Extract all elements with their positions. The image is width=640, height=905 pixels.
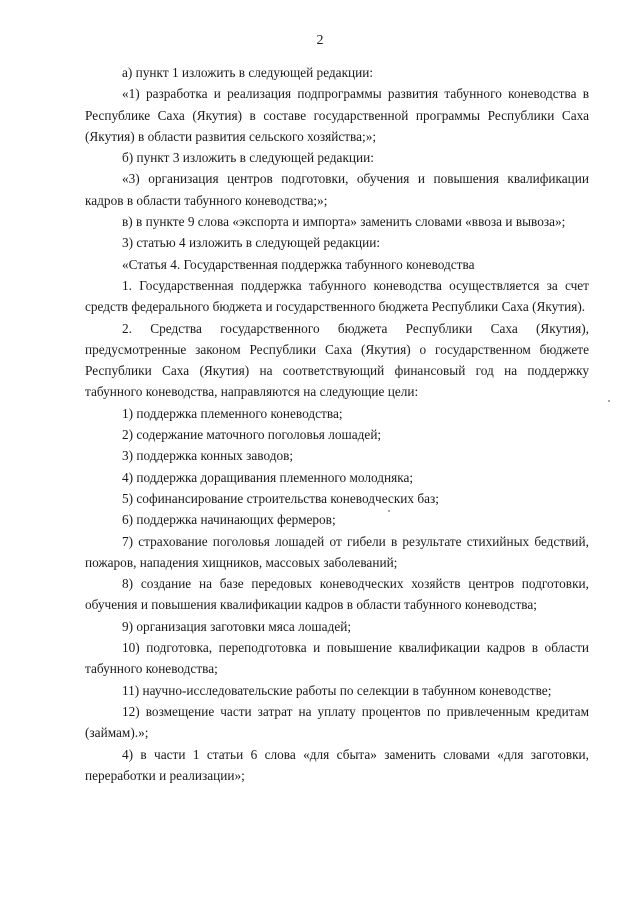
list-item: 1) поддержка племенного коневодства; bbox=[122, 405, 343, 421]
list-item: 7) страхование поголовья лошадей от гибели в результате стихийных бедствий, пожаров, нападения хищников, массовых заболеваний; bbox=[85, 533, 589, 570]
list-item: 2) содержание маточного поголовья лошадей; bbox=[122, 427, 382, 443]
scan-speck bbox=[608, 400, 610, 402]
list-item: 8) создание на базе передовых коневодческих хозяйств центров подготовки, обучения и повышения квалификации кадров в области табунного коневодства; bbox=[85, 576, 589, 613]
list-item: 5) софинансирование строительства коневодческих баз; bbox=[122, 490, 439, 506]
paragraph: в) в пункте 9 слова «экспорта и импорта» заменить словами «ввоза и вывоза»; bbox=[122, 214, 566, 230]
paragraph: 2. Средства государственного бюджета Республики Саха (Якутия), предусмотренные законом Республики Саха (Якутия) о государственном бюджете Республики Саха (Якутия) на соответствующий финансовый год на поддержку табунного коневодства, направляются на следующие цели: bbox=[85, 320, 589, 400]
paragraph: «3) организация центров подготовки, обучения и повышения квалификации кадров в области табунного коневодства;»; bbox=[85, 171, 589, 208]
list-item: 9) организация заготовки мяса лошадей; bbox=[122, 618, 352, 634]
list-item: 6) поддержка начинающих фермеров; bbox=[122, 512, 336, 528]
paragraph: а) пункт 1 изложить в следующей редакции: bbox=[122, 65, 374, 80]
paragraph: 3) статью 4 изложить в следующей редакции: bbox=[122, 235, 381, 251]
paragraph: 1. Государственная поддержка табунного коневодства осуществляется за счет средств федерального бюджета и государственного бюджета Республики Саха (Якутия). bbox=[85, 277, 589, 315]
paragraph: б) пункт 3 изложить в следующей редакции: bbox=[122, 150, 374, 166]
list-item: 12) возмещение части затрат на уплату процентов по привлеченным кредитам (займам).»; bbox=[85, 703, 589, 741]
list-item: 10) подготовка, переподготовка и повышение квалификации кадров в области табунного коневодства; bbox=[85, 640, 589, 677]
page-number: 2 bbox=[316, 33, 324, 48]
list-item: 4) поддержка доращивания племенного молодняка; bbox=[122, 469, 414, 485]
paragraph: «1) разработка и реализация подпрограммы развития табунного коневодства в Республике Саха (Якутия) в составе государственной программы Республики Саха (Якутия) в области развития сельского хозяйства;»; bbox=[85, 86, 589, 144]
scan-speck bbox=[388, 510, 390, 512]
paragraph: «Статья 4. Государственная поддержка табунного коневодства bbox=[122, 256, 475, 272]
paragraph: 4) в части 1 статьи 6 слова «для сбыта» заменить словами «для заготовки, переработки и реализации»; bbox=[85, 746, 589, 783]
list-item: 3) поддержка конных заводов; bbox=[122, 448, 294, 464]
document-body bbox=[85, 62, 589, 786]
list-item: 11) научно-исследовательские работы по селекции в табунном коневодстве; bbox=[122, 682, 552, 698]
